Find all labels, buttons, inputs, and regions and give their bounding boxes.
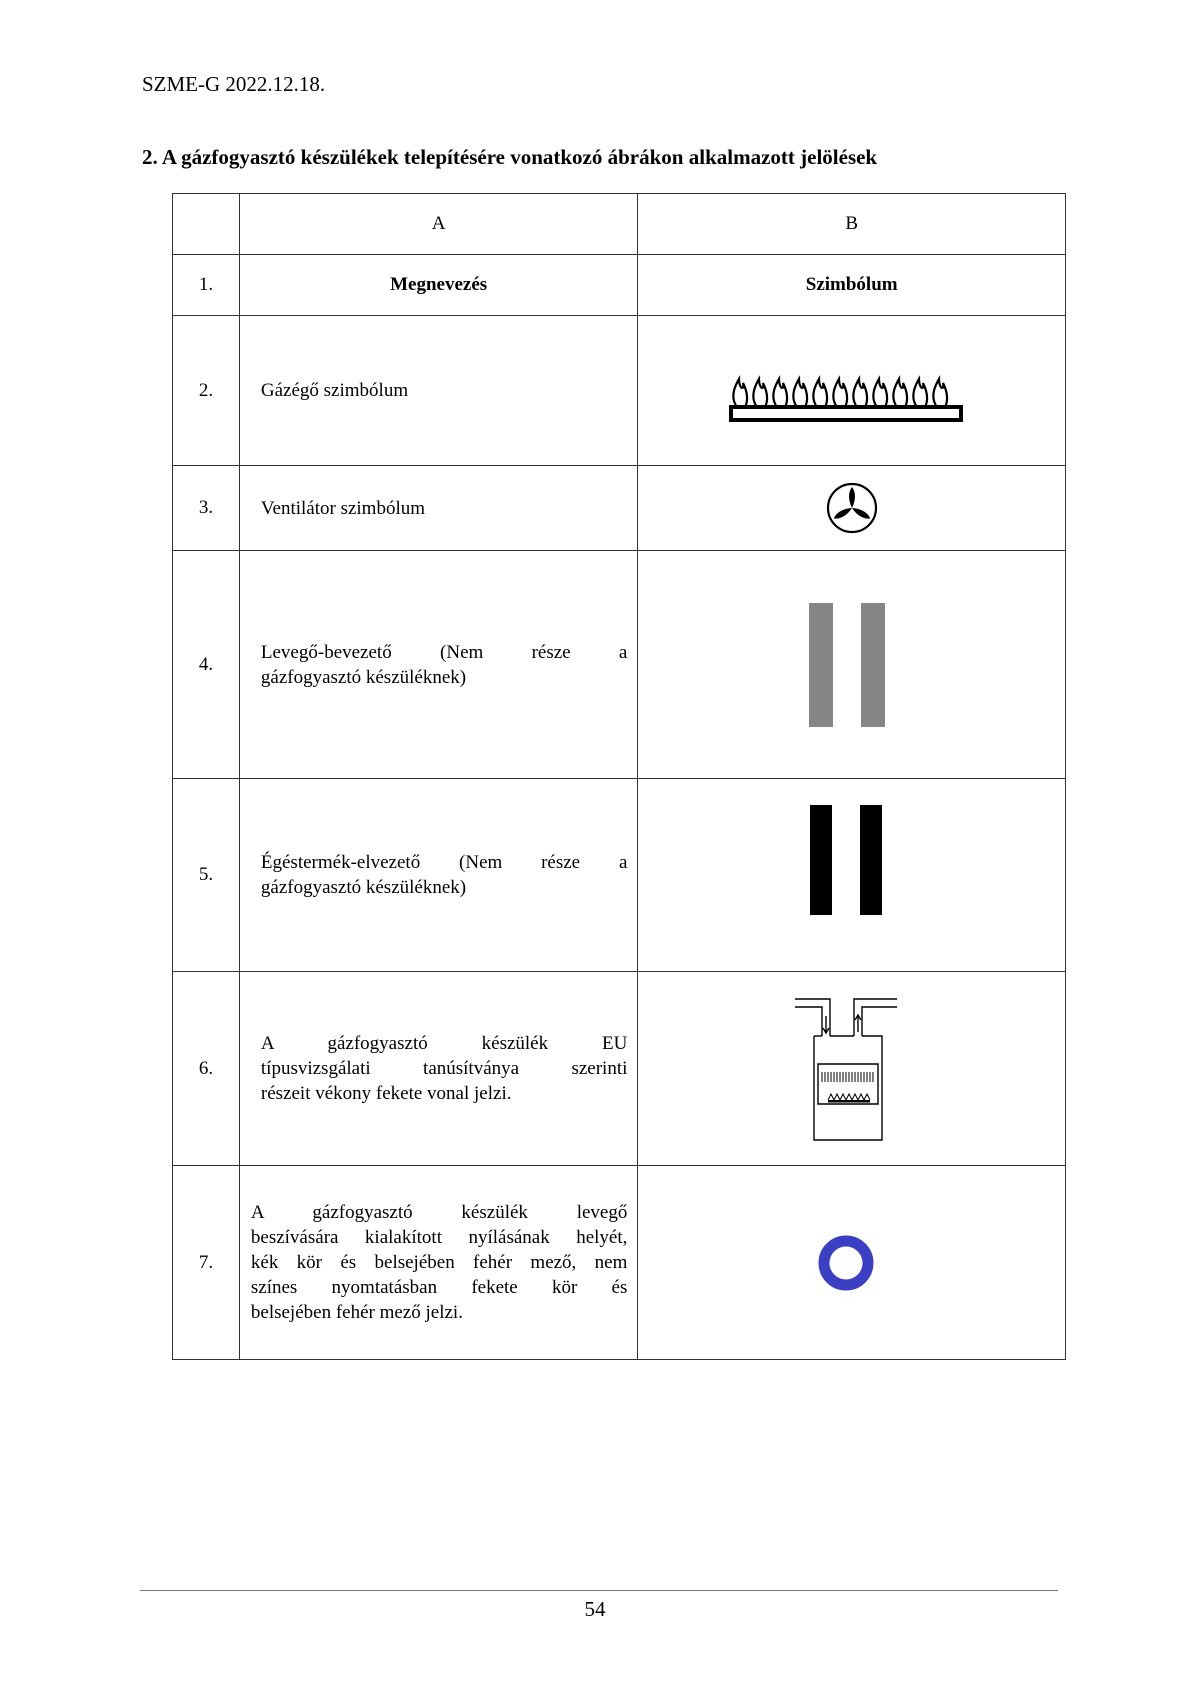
heading-symbol: Szimbólum bbox=[638, 255, 1066, 316]
column-label-empty bbox=[173, 194, 240, 255]
row-number: 4. bbox=[173, 551, 240, 779]
fan-icon bbox=[825, 481, 879, 535]
heading-row bbox=[173, 255, 1066, 316]
row-name bbox=[239, 551, 637, 779]
symbol-cell bbox=[638, 466, 1066, 551]
table-row bbox=[173, 551, 1066, 779]
row-name-line: Égéstermék-elvezető (Nem része a bbox=[260, 852, 628, 873]
symbols-table bbox=[172, 193, 1066, 1360]
row-name-line: Ventilátor szimbólum bbox=[260, 497, 426, 519]
row-number: 6. bbox=[173, 972, 240, 1166]
row-name bbox=[239, 1166, 637, 1360]
row-name bbox=[239, 316, 637, 466]
table-row bbox=[173, 316, 1066, 466]
symbol-cell bbox=[638, 779, 1066, 972]
page-number: 54 bbox=[584, 1597, 606, 1621]
row-name-line: beszívására kialakított nyílásának helyét, bbox=[250, 1227, 628, 1248]
document-reference: SZME-G 2022.12.18. bbox=[142, 72, 326, 96]
section-title: 2. A gázfogyasztó készülékek telepítésére vonatkozó ábrákon alkalmazott jelölések bbox=[142, 145, 878, 169]
row-name-line: kék kör és belsejében fehér mező, nem bbox=[250, 1252, 628, 1273]
row-name-line: gázfogyasztó készüléknek) bbox=[260, 877, 467, 898]
table-row bbox=[173, 1166, 1066, 1360]
table-row bbox=[173, 972, 1066, 1166]
row-number: 5. bbox=[173, 779, 240, 972]
row-name bbox=[239, 779, 637, 972]
footer-divider bbox=[140, 1590, 1058, 1591]
column-label-row bbox=[173, 194, 1066, 255]
row-name-line: részeit vékony fekete vonal jelzi. bbox=[260, 1083, 512, 1104]
symbol-cell bbox=[638, 972, 1066, 1166]
appliance-icon bbox=[794, 996, 898, 1142]
row-number: 2. bbox=[173, 316, 240, 466]
flue-outlet-icon bbox=[808, 803, 884, 917]
row-name-line: A gázfogyasztó készülék EU bbox=[260, 1033, 628, 1054]
column-label-a: A bbox=[239, 194, 637, 255]
row-number: 7. bbox=[173, 1166, 240, 1360]
row-name bbox=[239, 972, 637, 1166]
row-number: 3. bbox=[173, 466, 240, 551]
table-row bbox=[173, 466, 1066, 551]
row-name-line: Gázégő szimbólum bbox=[260, 380, 409, 401]
row-name-line: A gázfogyasztó készülék levegő bbox=[250, 1202, 628, 1223]
burner-icon bbox=[727, 359, 967, 423]
heading-name: Megnevezés bbox=[239, 255, 637, 316]
symbol-cell bbox=[638, 551, 1066, 779]
row-name bbox=[239, 466, 637, 551]
column-label-b: B bbox=[638, 194, 1066, 255]
row-name-line: típusvizsgálati tanúsítványa szerinti bbox=[260, 1058, 628, 1079]
row-name-line: belsejében fehér mező jelzi. bbox=[250, 1302, 463, 1323]
row-name-line: színes nyomtatásban fekete kör és bbox=[250, 1277, 628, 1298]
row-name-line: gázfogyasztó készüléknek) bbox=[260, 666, 467, 688]
row-number: 1. bbox=[173, 255, 240, 316]
symbol-cell bbox=[638, 316, 1066, 466]
air-inlet-icon bbox=[807, 601, 887, 729]
row-name-line: Levegő-bevezető (Nem része a bbox=[260, 641, 628, 663]
symbol-cell bbox=[638, 1166, 1066, 1360]
table-row bbox=[173, 779, 1066, 972]
air-intake-ring-icon bbox=[816, 1233, 876, 1293]
